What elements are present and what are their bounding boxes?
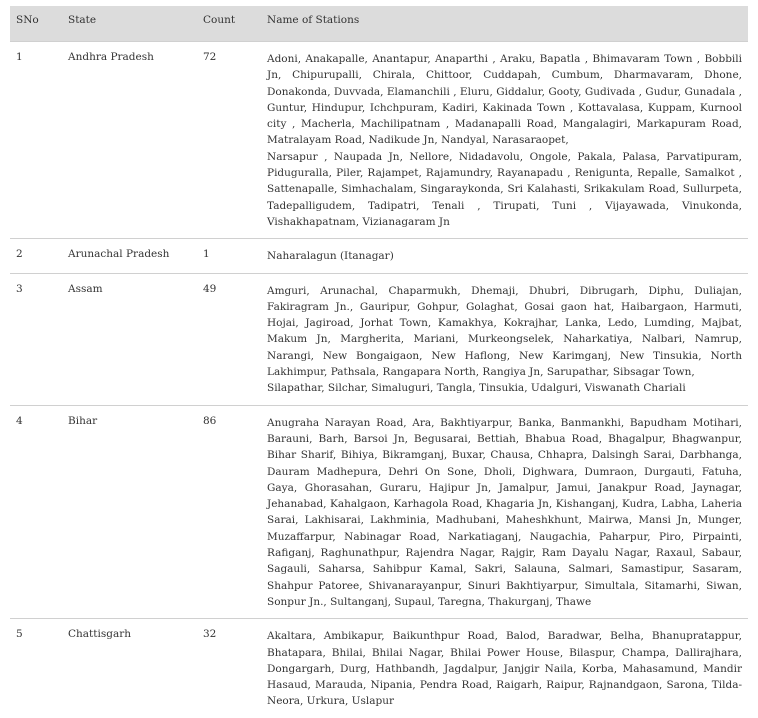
row-count: 1 [197, 239, 261, 273]
stations-text-part1: Amguri, Arunachal, Chaparmukh, Dhemaji, Dhubri, Dibrugarh, Diphu, Duliajan, Fakiragram Jn., Gauripur, Gohpur, Golaghat, Gosai gaon hat, Haibargaon, Harmuti, Hojai, Jagiroad, Jorhat Town, Kamakhya, Kokrajhar, Lanka, Ledo, Lumding, Majbat, Makum Jn, Margherita, Mariani, Murkeongselek, Naharkatiya, Nalbari, Namrup, Narangi, New Bongaigaon, New Haflong, New Karimganj, New Tinsukia, North Lakhimpur, Pathsala, Rangapara North, Rangiya Jn, Sarupathar, Sibsagar Town, [267, 284, 742, 379]
row-state: Andhra Pradesh [62, 42, 197, 239]
row-stations [261, 273, 748, 405]
table-row [10, 42, 748, 239]
stations-table [10, 6, 748, 718]
row-state: Bihar [62, 405, 197, 619]
table-header-row [10, 6, 748, 42]
header-state: State [62, 6, 197, 42]
row-stations [261, 239, 748, 273]
row-count: 49 [197, 273, 261, 405]
row-count: 72 [197, 42, 261, 239]
row-state: Chattisgarh [62, 619, 197, 718]
table-row [10, 619, 748, 718]
stations-text-part1: Anugraha Narayan Road, Ara, Bakhtiyarpur, Banka, Banmankhi, Bapudham Motihari, Barauni, Barh, Barsoi Jn, Begusarai, Bettiah, Bhabua Road, Bhagalpur, Bhagwanpur, Bihar Sharif, Bihiya, Bikramganj, Buxar, Chausa, Chhapra, Dalsingh Sarai, Darbhanga, Dauram Madhepura, Dehri On Sone, Dholi, Dighwara, Dumraon, Durgauti, Fatuha, Gaya, Ghorasahan, Guraru, Hajipur Jn, Jamalpur, Jamui, Janakpur Road, Jaynagar, Jehanabad, Kahalgaon, Karhagola Road, Khagaria Jn, Kishanganj, Kudra, Labha, Laheria Sarai, Lakhisarai, Lakhminia, Madhubani, Maheshkhunt, Mairwa, Mansi Jn, Munger, Muzaffarpur, Nabinagar Road, Narkatiaganj, Naugachia, Paharpur, Piro, Pirpainti, Rafiganj, Raghunathpur, Rajendra Nagar, Rajgir, Ram Dayalu Nagar, Raxaul, Sabaur, Sagauli, Saharsa, Sahibpur Kamal, Sakri, Salauna, Salmari, Samastipur, Sasaram, Shahpur Patoree, Shivanarayanpur, Sinuri Bakhtiyarpur, Simultala, Sitamarhi, Siwan, Sonpur Jn., Sultanganj, Supaul, Taregna, Thakurganj, Thawe [267, 416, 742, 608]
row-stations [261, 405, 748, 619]
row-sno: 2 [10, 239, 62, 273]
row-state: Arunachal Pradesh [62, 239, 197, 273]
header-stations: Name of Stations [261, 6, 748, 42]
stations-text-part1: Akaltara, Ambikapur, Baikunthpur Road, Balod, Baradwar, Belha, Bhanupratappur, Bhatapara, Bhilai, Bhilai Nagar, Bhilai Power House, Bilaspur, Champa, Dallirajhara, Dongargarh, Durg, Hathbandh, Jagdalpur, Janjgir Naila, Korba, Mahasamund, Mandir Hasaud, Marauda, Nipania, Pendra Road, Raigarh, Raipur, Rajnandgaon, Sarona, Tilda-Neora, Urkura, Uslapur [267, 630, 742, 708]
row-sno: 3 [10, 273, 62, 405]
row-stations [261, 42, 748, 239]
table-row [10, 273, 748, 405]
row-count: 86 [197, 405, 261, 619]
header-count: Count [197, 6, 261, 42]
row-sno: 1 [10, 42, 62, 239]
stations-text-part1: Adoni, Anakapalle, Anantapur, Anaparthi , Araku, Bapatla , Bhimavaram Town , Bobbili Jn, Chipurupalli, Chirala, Chittoor, Cuddapah, Cumbum, Dharmavaram, Dhone, Donakonda, Duvvada, Elamanchili , Eluru, Giddalur, Gooty, Gudivada , Gudur, Gunadala , Guntur, Hindupur, Ichchpuram, Kadiri, Kakinada Town , Kottavalasa, Kuppam, Kurnool city , Macherla, Machilipatnam , Madanapalli Road, Mangalagiri, Markapuram Road, Matralayam Road, Nadikude Jn, Nandyal, Narasaraopet, [267, 53, 742, 147]
row-state: Assam [62, 273, 197, 405]
stations-text-part2: Silapathar, Silchar, Simaluguri, Tangla, Tinsukia, Udalguri, Viswanath Chariali [267, 382, 686, 395]
table-row [10, 405, 748, 619]
row-sno: 4 [10, 405, 62, 619]
stations-text-part2: Narsapur , Naupada Jn, Nellore, Nidadavolu, Ongole, Pakala, Palasa, Parvatipuram, Piduguralla, Piler, Rajampet, Rajamundry, Rayanapadu , Renigunta, Repalle, Samalkot , Sattenapalle, Simhachalam, Singaraykonda, Sri Kalahasti, Srikakulam Road, Sullurpeta, Tadepalligudem, Tadipatri, Tenali , Tirupati, Tuni , Vijayawada, Vinukonda, Vishakhapatnam, Vizianagaram Jn [267, 150, 742, 228]
header-sno: SNo [10, 6, 62, 42]
table-row [10, 239, 748, 273]
row-stations [261, 619, 748, 718]
row-sno: 5 [10, 619, 62, 718]
row-count: 32 [197, 619, 261, 718]
stations-text-part1: Naharalagun (Itanagar) [267, 250, 394, 263]
